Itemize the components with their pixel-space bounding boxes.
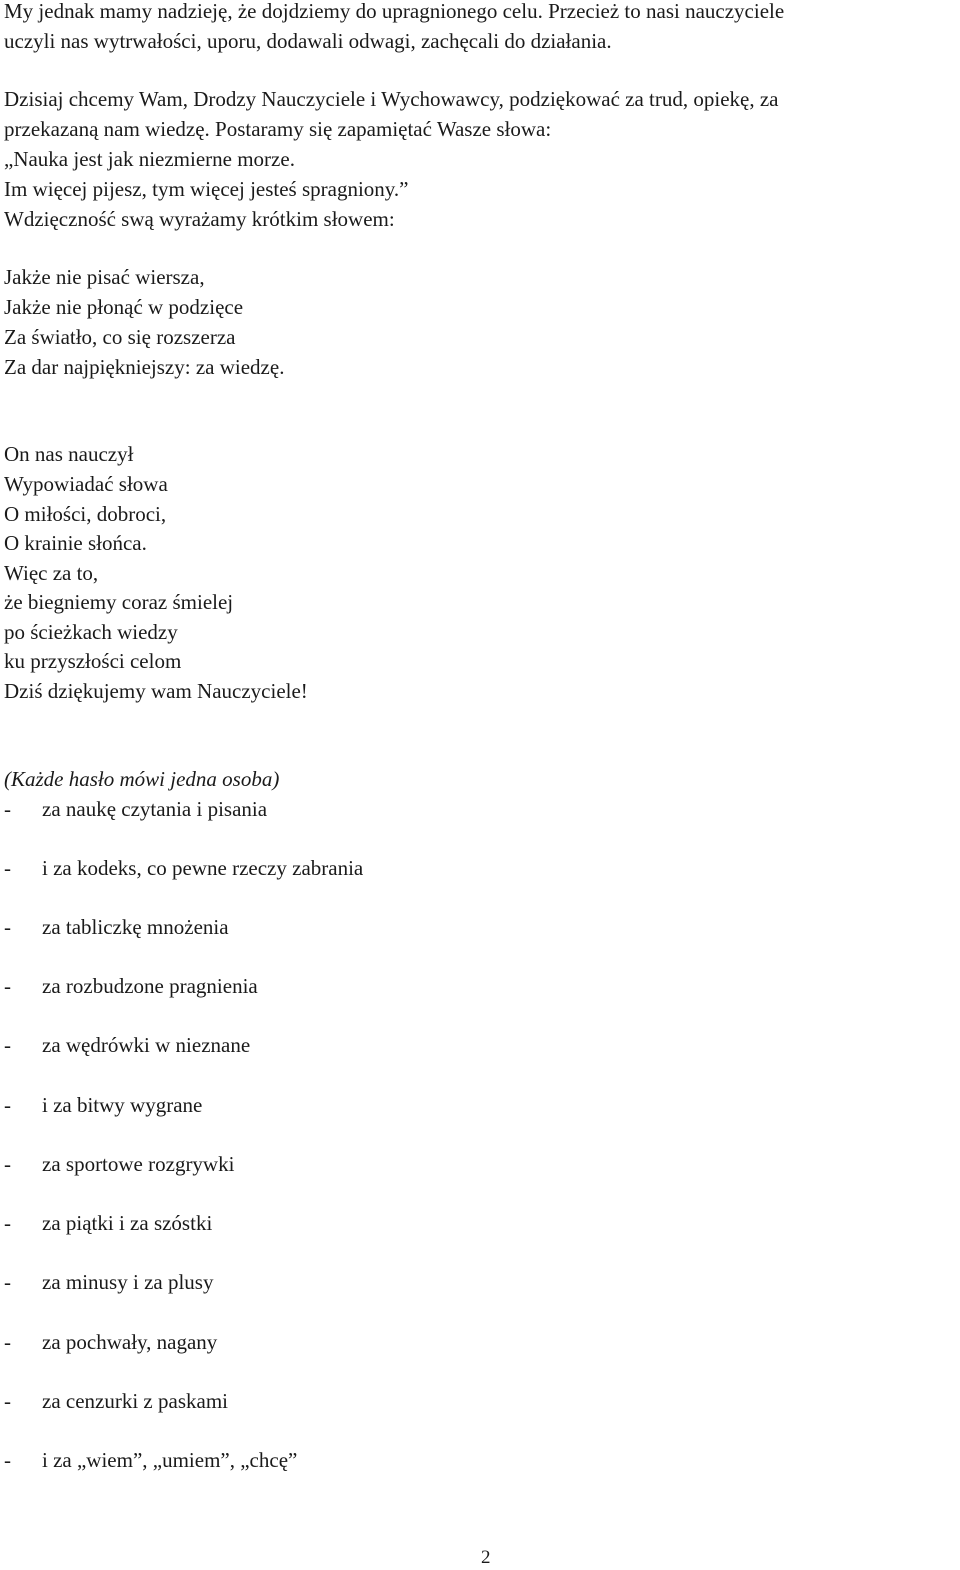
list-dash: - xyxy=(4,1152,11,1176)
list-dash: - xyxy=(4,856,11,880)
list-item xyxy=(4,1447,297,1473)
poem-line: ku przyszłości celom xyxy=(4,649,182,673)
poem-line: Więc za to, xyxy=(4,561,99,585)
thanks-line: Dzisiaj chcemy Wam, Drodzy Nauczyciele i Wychowawcy, podziękować za trud, opiekę, za xyxy=(4,87,779,111)
list-item xyxy=(4,973,258,999)
list-item-text: za pochwały, nagany xyxy=(42,1330,218,1354)
poem-line: Wypowiadać słowa xyxy=(4,472,168,496)
list-dash: - xyxy=(4,1270,11,1294)
list-dash: - xyxy=(4,915,11,939)
poem-line: Za dar najpiękniejszy: za wiedzę. xyxy=(4,355,285,379)
list-dash: - xyxy=(4,1211,11,1235)
list-item xyxy=(4,1092,202,1118)
instruction-text: (Każde hasło mówi jedna osoba) xyxy=(4,767,280,791)
poem-line: O krainie słońca. xyxy=(4,531,147,555)
list-item xyxy=(4,1210,212,1236)
list-item xyxy=(4,1388,228,1414)
list-item-text: i za „wiem”, „umiem”, „chcę” xyxy=(42,1448,298,1472)
list-item-text: za cenzurki z paskami xyxy=(42,1389,228,1413)
page-number: 2 xyxy=(481,1547,491,1568)
list-item-text: za minusy i za plusy xyxy=(42,1270,214,1294)
list-item-text: za wędrówki w nieznane xyxy=(42,1033,251,1057)
list-item xyxy=(4,1269,213,1295)
list-dash: - xyxy=(4,797,11,821)
list-item xyxy=(4,914,229,940)
poem-line: Dziś dziękujemy wam Nauczyciele! xyxy=(4,679,308,703)
list-item-text: za piątki i za szóstki xyxy=(42,1211,213,1235)
list-item xyxy=(4,1151,234,1177)
poem-line: On nas nauczył xyxy=(4,442,134,466)
list-item-text: i za kodeks, co pewne rzeczy zabrania xyxy=(42,856,364,880)
thanks-line: Wdzięczność swą wyrażamy krótkim słowem: xyxy=(4,207,395,231)
list-item xyxy=(4,1032,250,1058)
thanks-line: przekazaną nam wiedzę. Postaramy się zapamiętać Wasze słowa: xyxy=(4,117,552,141)
list-item xyxy=(4,1329,217,1355)
list-item xyxy=(4,855,363,881)
list-item-text: za rozbudzone pragnienia xyxy=(42,974,258,998)
list-dash: - xyxy=(4,1448,11,1472)
list-dash: - xyxy=(4,1389,11,1413)
list-dash: - xyxy=(4,974,11,998)
list-dash: - xyxy=(4,1093,11,1117)
poem-line: O miłości, dobroci, xyxy=(4,502,167,526)
poem-line: Za światło, co się rozszerza xyxy=(4,325,236,349)
intro-line: uczyli nas wytrwałości, uporu, dodawali odwagi, zachęcali do działania. xyxy=(4,29,612,53)
list-item-text: i za bitwy wygrane xyxy=(42,1093,203,1117)
list-dash: - xyxy=(4,1330,11,1354)
list-item-text: za naukę czytania i pisania xyxy=(42,797,268,821)
list-dash: - xyxy=(4,1033,11,1057)
intro-line: My jednak mamy nadzieję, że dojdziemy do upragnionego celu. Przecież to nasi nauczyciele xyxy=(4,0,785,23)
list-item xyxy=(4,796,267,822)
poem-line: Jakże nie płonąć w podzięce xyxy=(4,295,244,319)
list-item-text: za tabliczkę mnożenia xyxy=(42,915,229,939)
quote-line: Im więcej pijesz, tym więcej jesteś spragniony.” xyxy=(4,177,409,201)
quote-line: „Nauka jest jak niezmierne morze. xyxy=(4,147,295,171)
poem-line: po ścieżkach wiedzy xyxy=(4,620,178,644)
poem-line: że biegniemy coraz śmielej xyxy=(4,590,234,614)
list-item-text: za sportowe rozgrywki xyxy=(42,1152,235,1176)
poem-line: Jakże nie pisać wiersza, xyxy=(4,265,205,289)
